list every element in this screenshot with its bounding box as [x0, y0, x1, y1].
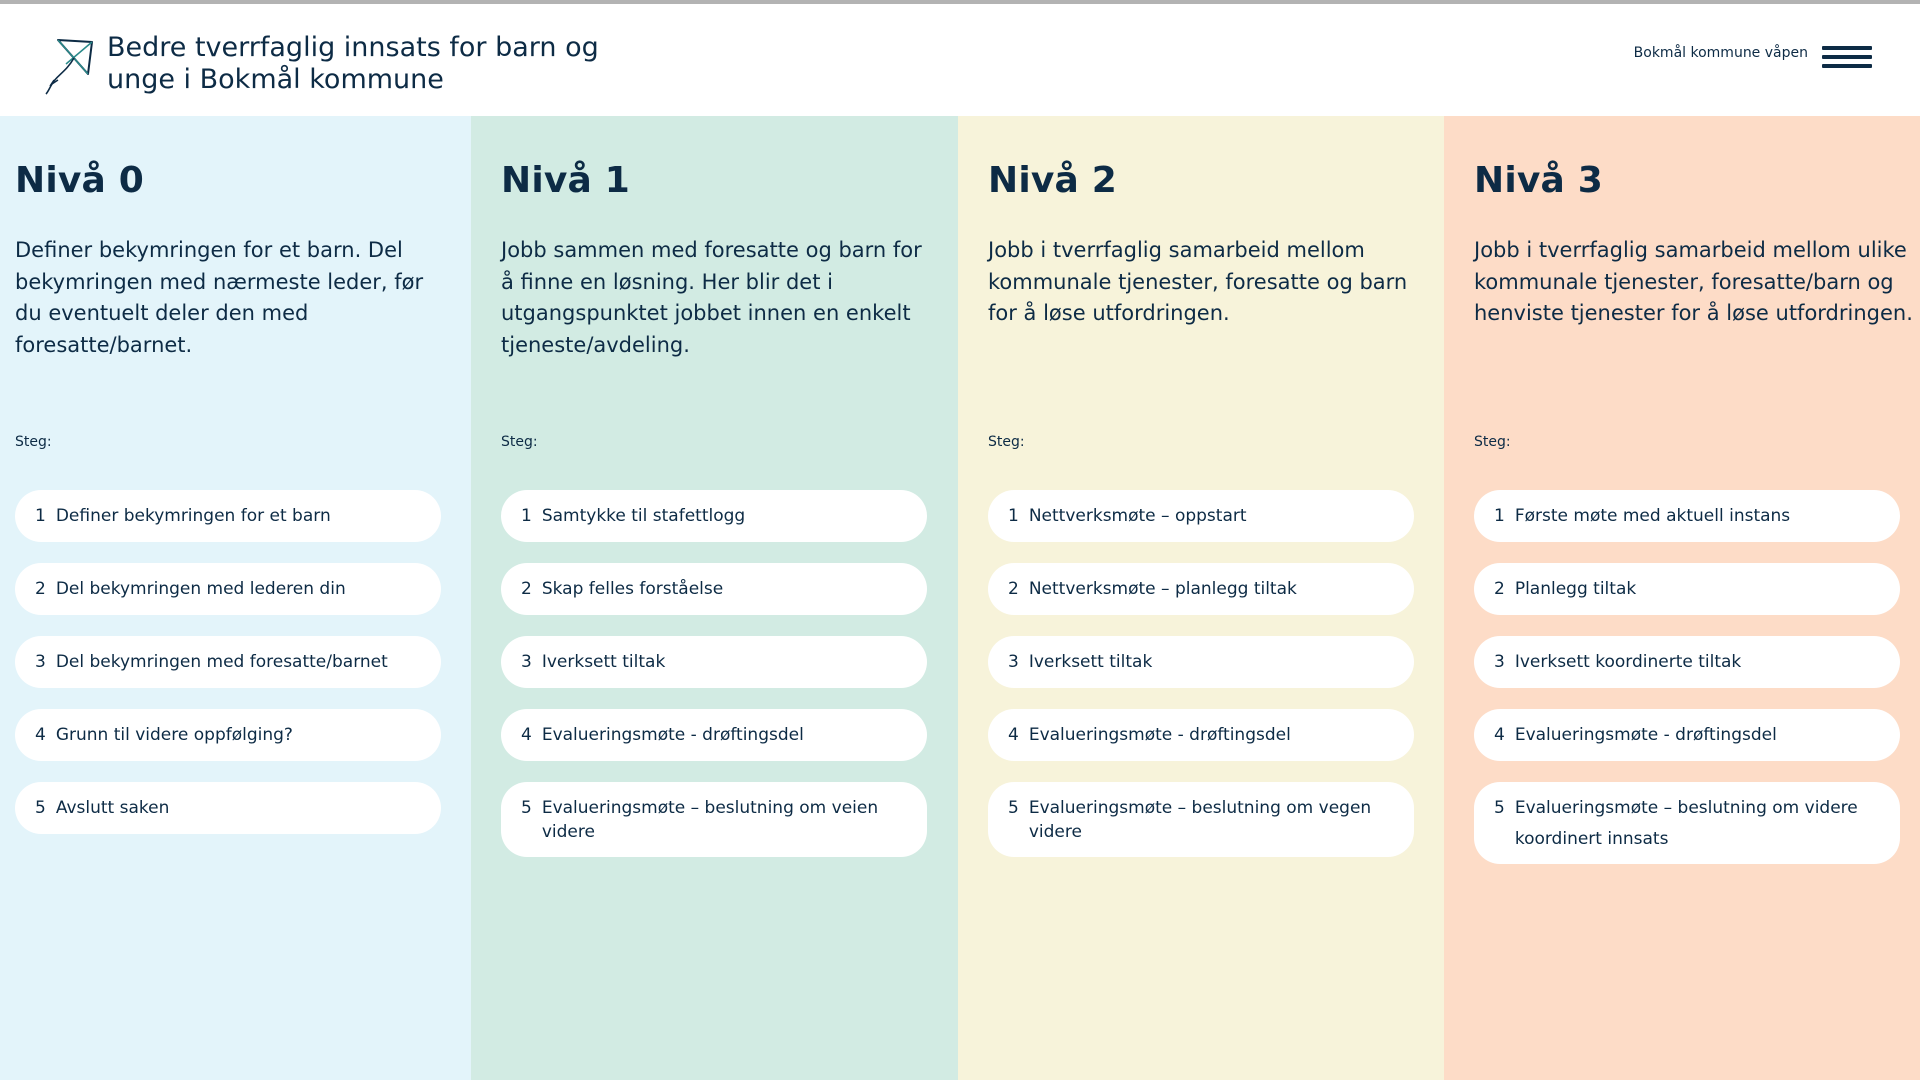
- site-header: [0, 4, 1920, 116]
- step-number: 4: [1008, 725, 1019, 745]
- step-label: Del bekymringen med lederen din: [55, 579, 346, 599]
- step-item[interactable]: [1474, 709, 1900, 761]
- step-number: 4: [1494, 725, 1505, 745]
- menu-bar: [1822, 55, 1872, 59]
- level-column-2: [958, 116, 1444, 1080]
- step-number: 3: [35, 652, 46, 672]
- step-label: Evalueringsmøte – beslutning om veien videre: [541, 798, 879, 842]
- step-item[interactable]: [15, 782, 441, 834]
- step-label: Nettverksmøte – oppstart: [1028, 506, 1247, 526]
- step-label: Nettverksmøte – planlegg tiltak: [1028, 579, 1297, 599]
- step-item[interactable]: [501, 563, 927, 615]
- step-item[interactable]: [1474, 563, 1900, 615]
- step-label: Planlegg tiltak: [1514, 579, 1637, 599]
- level-column-0: [0, 116, 471, 1080]
- step-item[interactable]: [988, 709, 1414, 761]
- steps-label: Steg:: [501, 434, 538, 450]
- kite-icon[interactable]: [44, 36, 94, 96]
- step-number: 5: [1494, 798, 1505, 818]
- level-heading: Nivå 1: [501, 160, 631, 201]
- step-number: 4: [521, 725, 532, 745]
- step-label: Grunn til videre oppfølging?: [55, 725, 293, 745]
- level-description: Jobb i tverrfaglig samarbeid mellom ulike kommunale tjenester, foresatte/barn og henviste tjenester for å løse utfordringen.: [1474, 238, 1913, 325]
- step-label: Evalueringsmøte - drøftingsdel: [541, 725, 804, 745]
- step-item[interactable]: [15, 709, 441, 761]
- level-description: Jobb sammen med foresatte og barn for å finne en løsning. Her blir det i utgangspunktet jobbet innen en enkelt tjeneste/avdeling.: [501, 238, 922, 357]
- step-item[interactable]: [988, 490, 1414, 542]
- level-column-3: [1444, 116, 1920, 1080]
- steps-label: Steg:: [15, 434, 52, 450]
- hamburger-menu-icon[interactable]: [1822, 46, 1872, 74]
- level-column-1: [471, 116, 958, 1080]
- step-number: 3: [1494, 652, 1505, 672]
- step-number: 2: [1494, 579, 1505, 599]
- step-number: 1: [1494, 506, 1505, 526]
- steps-list: [501, 490, 927, 878]
- level-heading: Nivå 3: [1474, 160, 1604, 201]
- step-label: Evalueringsmøte – beslutning om vegen videre: [1028, 798, 1372, 842]
- step-label: Iverksett tiltak: [541, 652, 666, 672]
- step-item[interactable]: [1474, 782, 1900, 864]
- step-label: Definer bekymringen for et barn: [55, 506, 331, 526]
- menu-bar: [1822, 64, 1872, 68]
- step-item[interactable]: [1474, 636, 1900, 688]
- steps-list: [1474, 490, 1900, 885]
- step-label: Evalueringsmøte – beslutning om videre koordinert innsats: [1514, 798, 1858, 849]
- step-number: 5: [521, 798, 532, 818]
- step-label: Avslutt saken: [55, 798, 170, 818]
- step-item[interactable]: [501, 709, 927, 761]
- step-label: Samtykke til stafettlogg: [541, 506, 746, 526]
- step-number: 4: [35, 725, 46, 745]
- level-description: Definer bekymringen for et barn. Del bekymringen med nærmeste leder, før du eventuelt deler den med foresatte/barnet.: [15, 238, 424, 357]
- step-label: Evalueringsmøte - drøftingsdel: [1028, 725, 1291, 745]
- step-label: Første møte med aktuell instans: [1514, 506, 1791, 526]
- step-item[interactable]: [501, 636, 927, 688]
- step-number: 3: [1008, 652, 1019, 672]
- step-label: Iverksett koordinerte tiltak: [1514, 652, 1742, 672]
- step-number: 1: [521, 506, 532, 526]
- steps-label: Steg:: [1474, 434, 1511, 450]
- steps-label: Steg:: [988, 434, 1025, 450]
- step-item[interactable]: [988, 563, 1414, 615]
- menu-bar: [1822, 46, 1872, 50]
- step-number: 3: [521, 652, 532, 672]
- step-item[interactable]: [15, 490, 441, 542]
- step-item[interactable]: [15, 563, 441, 615]
- step-number: 5: [35, 798, 46, 818]
- level-heading: Nivå 2: [988, 160, 1118, 201]
- step-number: 2: [35, 579, 46, 599]
- step-label: Skap felles forståelse: [541, 579, 724, 599]
- step-item[interactable]: [15, 636, 441, 688]
- level-description: Jobb i tverrfaglig samarbeid mellom kommunale tjenester, foresatte og barn for å løse utfordringen.: [988, 238, 1408, 325]
- step-item[interactable]: [501, 490, 927, 542]
- site-title[interactable]: Bedre tverrfaglig innsats for barn og unge i Bokmål kommune: [107, 32, 599, 95]
- step-label: Del bekymringen med foresatte/barnet: [55, 652, 388, 672]
- step-item[interactable]: [988, 636, 1414, 688]
- step-number: 2: [521, 579, 532, 599]
- step-item[interactable]: [1474, 490, 1900, 542]
- municipality-crest[interactable]: Bokmål kommune våpen: [1633, 45, 1808, 61]
- step-item[interactable]: [501, 782, 927, 857]
- step-item[interactable]: [988, 782, 1414, 857]
- step-number: 1: [35, 506, 46, 526]
- step-number: 1: [1008, 506, 1019, 526]
- steps-list: [988, 490, 1414, 878]
- levels-container: [0, 116, 1920, 1080]
- step-number: 2: [1008, 579, 1019, 599]
- steps-list: [15, 490, 441, 855]
- level-heading: Nivå 0: [15, 160, 145, 201]
- step-label: Iverksett tiltak: [1028, 652, 1153, 672]
- step-number: 5: [1008, 798, 1019, 818]
- step-label: Evalueringsmøte - drøftingsdel: [1514, 725, 1777, 745]
